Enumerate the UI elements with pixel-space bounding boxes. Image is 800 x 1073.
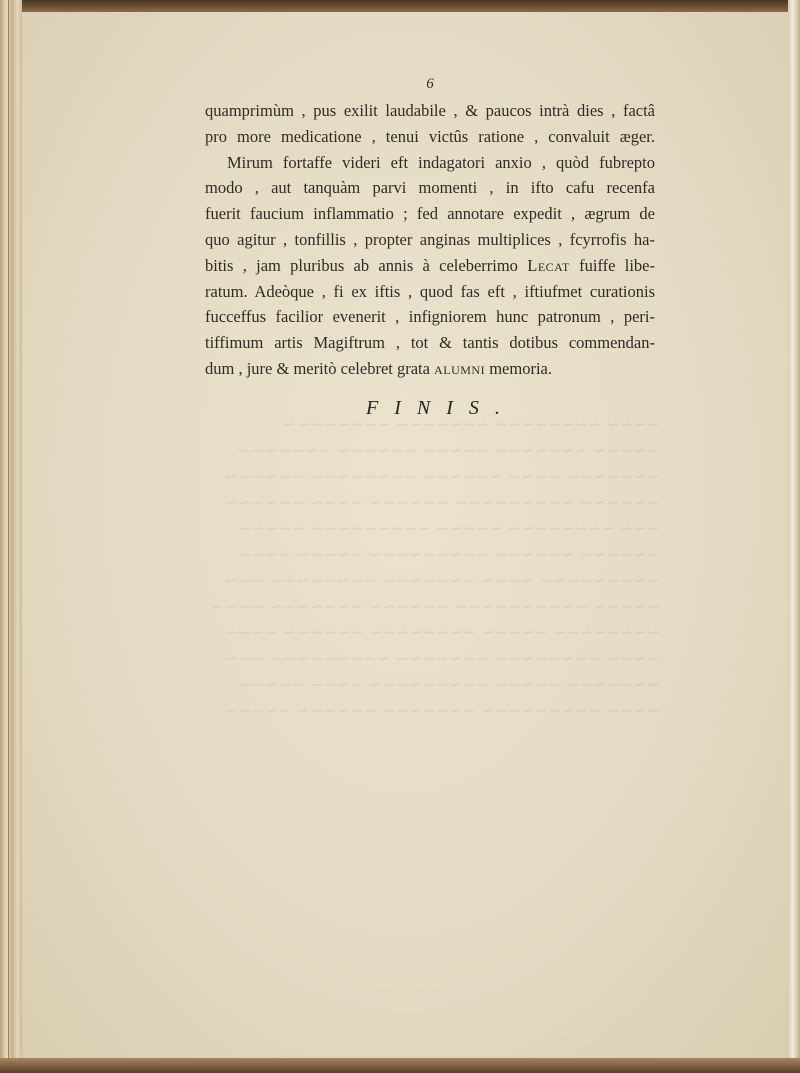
body-text bbox=[205, 74, 655, 422]
text-line: tiffimum artis Magiftrum , tot & tantis dotibus commendan- bbox=[205, 333, 655, 353]
surgeon-name: Lecat bbox=[527, 255, 570, 275]
text-line: fuerit faucium inflammatio ; fed annotare expedit , ægrum de bbox=[205, 204, 655, 224]
text-line: Mirum fortaffe videri eft indagatori anxio , quòd fubrepto bbox=[227, 152, 655, 172]
text-line: bitis , jam pluribus ab annis à celeberrimo Lecat fuiffe libe- bbox=[205, 255, 655, 275]
page-number: 6 bbox=[426, 76, 434, 92]
text-line: fucceffus facilior evenerit , infigniorem hunc patronum , peri- bbox=[205, 307, 655, 327]
book-binding-edge bbox=[0, 0, 22, 1073]
finis-heading: FINIS. bbox=[366, 396, 516, 419]
right-page-edge bbox=[788, 0, 800, 1073]
alumni-word: alumni bbox=[434, 358, 486, 378]
bottom-page-edge bbox=[0, 1058, 800, 1073]
text-line: ratum. Adeòque , fi ex iftis , quod fas eft , iftiufmet curationis bbox=[205, 281, 655, 301]
text-line: quo agitur , tonfillis , propter anginas multiplices , fcyrrofis ha- bbox=[205, 229, 655, 249]
top-page-edge bbox=[0, 0, 800, 12]
text-line: quamprimùm , pus exilit laudabile , & paucos intrà dies , factâ bbox=[205, 101, 655, 120]
text-line: dum , jure & meritò celebret grata alumni memoria. bbox=[205, 358, 552, 378]
text-line: pro more medicatione , tenui victûs ratione , convaluit æger. bbox=[205, 126, 655, 146]
text-line: modo , aut tanquàm parvi momenti , in ifto cafu recenfa bbox=[205, 178, 655, 198]
bleed-through-text: ~~~~ ~~~~~~~~ ~~~~~~~ ~~~~~~~~ ~~~~~ ~~~~~~~ ~~~~~ ~~~~~~ ~~~~~~~ ~~~~~~~ ~~~~ ~~~~~~ ~~~~~~~~ ~~~~~~ ~~~~~~ ~~~~~~~~~ ~~~~~~ ~~~~ ~~~~~~ ~~~ ~~~~~~~~ ~~~~~ ~~~~~~~~~ ~~~~~ ~~~~~~ ~~~~~~ ~~~~~~~~~ ~~~~~ ~~~~ ~~~~~~~~~ ~~~~ ~~~~~~~ ~~~~~~~~ ~~~ ~~~~~ ~~~~~~~~~~ ~~~~~~ ~~~~~~~ ~~~~ ~~~~~~~~ ~~~~~ ~~~~~~~~ ~~~~~~ ~~~~ ~~~~ ~~~~~~~~ ~~~~~~~ ~~~~~~~~~ ~~~ ~~~~~~~ ~~~~~ ~~~~~~~~~ ~~~~ ~~~~~ ~~~~ ~~~~~~~~~ ~~~~~~~ ~~~~~~ ~~~~~ bbox=[210, 415, 660, 720]
